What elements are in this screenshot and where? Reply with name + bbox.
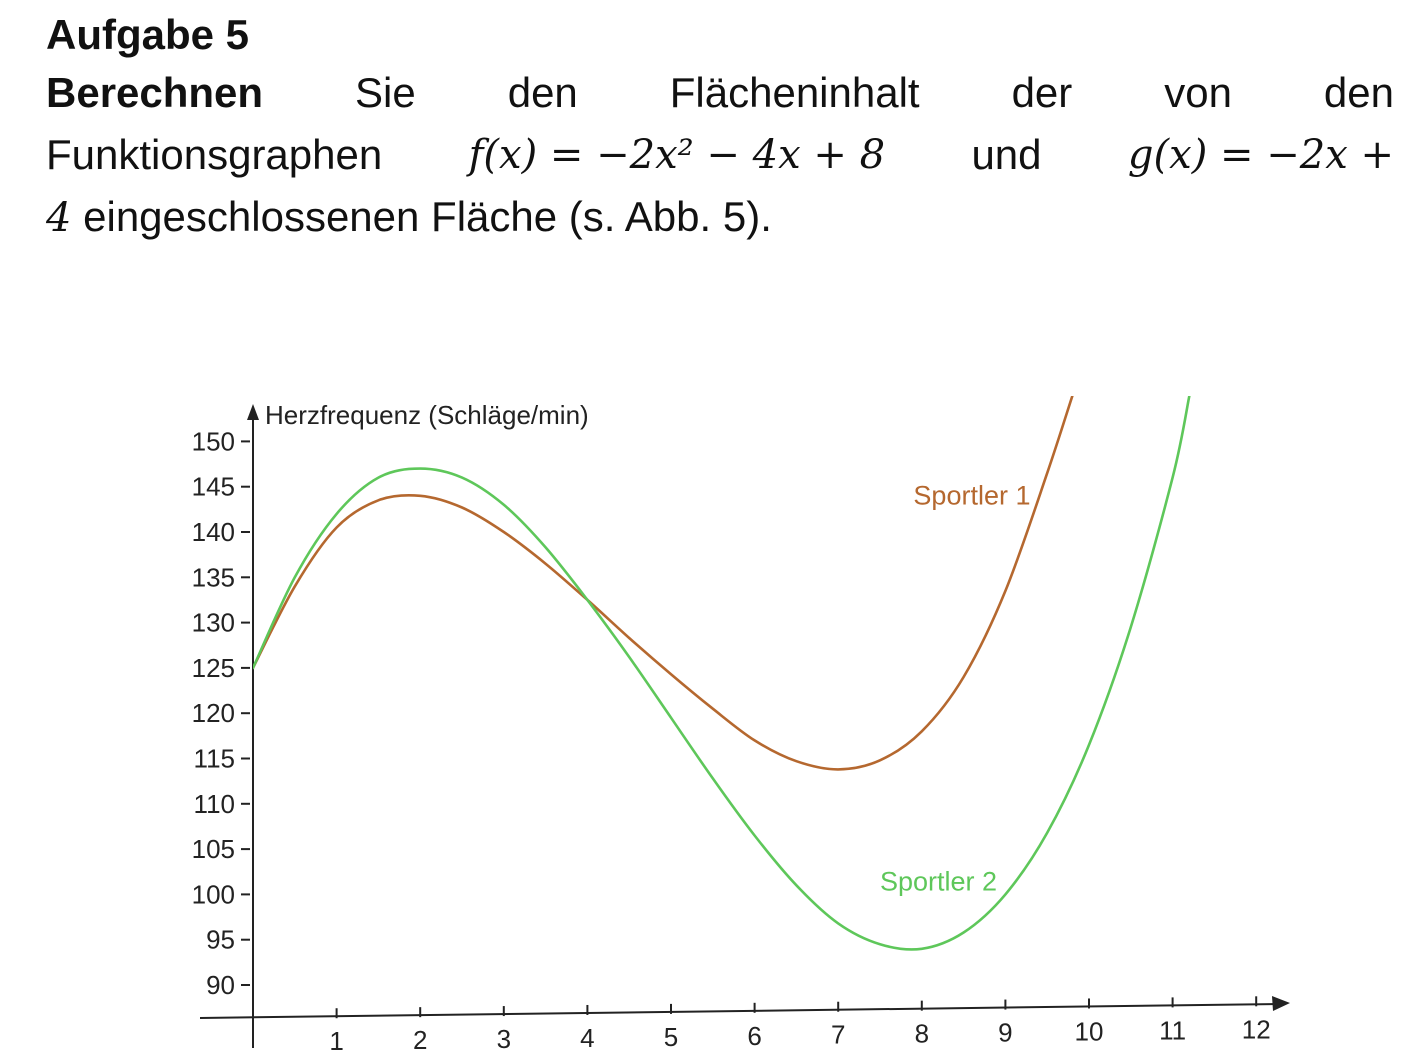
y-axis-title: Herzfrequenz (Schläge/min) (265, 400, 589, 430)
chart-svg (0, 380, 1428, 1053)
series-label-1: Sportler 1 (913, 480, 1031, 511)
y-tick-label: 140 (191, 517, 235, 547)
chart-axes (200, 404, 1290, 1048)
function-g-constant: 4 (46, 195, 72, 241)
y-tick-label: 120 (191, 698, 235, 729)
x-tick-label: 10 (1074, 1016, 1104, 1047)
x-tick-label: 7 (830, 1019, 846, 1050)
x-tick-label: 9 (998, 1017, 1013, 1048)
series-line-1 (253, 396, 1072, 769)
heart-rate-chart (0, 380, 1428, 1053)
function-g: g(x) = −2x + (1127, 132, 1394, 178)
y-tick-label: 135 (191, 562, 235, 593)
task-word: Sie (355, 69, 416, 116)
x-tick-label: 2 (412, 1025, 428, 1053)
y-tick-label: 110 (193, 788, 235, 819)
x-tick-label: 3 (496, 1024, 512, 1053)
task-line-3 (46, 186, 1394, 249)
series-line-2 (253, 396, 1189, 949)
task-word: den (507, 69, 578, 116)
task-word: den (1323, 69, 1394, 116)
x-tick-label: 4 (580, 1022, 595, 1053)
chart-labels (265, 400, 1030, 896)
task-word: eingeschlossenen Fläche (s. Abb. 5). (83, 193, 772, 240)
x-tick-label: 1 (329, 1026, 344, 1053)
y-axis-arrow (247, 404, 259, 420)
function-f: f(x) = −2x² − 4x + 8 (468, 132, 886, 178)
chart-series (253, 396, 1189, 949)
x-tick-label: 6 (747, 1020, 762, 1051)
x-axis-arrow (1272, 996, 1290, 1011)
y-tick-label: 105 (191, 834, 235, 865)
y-tick-label: 95 (206, 924, 235, 955)
x-tick-label: 11 (1159, 1015, 1187, 1046)
y-tick-label: 150 (191, 426, 235, 457)
y-tick-label: 125 (191, 652, 235, 683)
y-tick-label: 100 (191, 879, 235, 910)
task-word: und (971, 131, 1042, 178)
x-tick-label: 12 (1241, 1014, 1271, 1045)
task-word: der (1011, 69, 1073, 116)
task-line-1 (46, 62, 1394, 124)
x-tick-label: 5 (663, 1021, 679, 1052)
task-word: von (1164, 69, 1232, 116)
task-word: Funktionsgraphen (46, 131, 383, 178)
x-tick-label: 8 (914, 1018, 930, 1049)
y-tick-label: 130 (191, 607, 235, 638)
y-tick-label: 90 (206, 970, 235, 1000)
task-text (46, 8, 1394, 249)
task-line-2 (46, 124, 1394, 186)
x-axis-line (200, 1004, 1280, 1018)
y-tick-label: 115 (193, 743, 235, 774)
series-label-2: Sportler 2 (879, 866, 998, 897)
task-word: Berechnen (46, 69, 264, 116)
task-word: Flächeninhalt (669, 69, 920, 116)
chart-ticks (192, 426, 1271, 1053)
task-heading: Aufgabe 5 (46, 11, 250, 58)
y-tick-label: 145 (191, 471, 235, 502)
